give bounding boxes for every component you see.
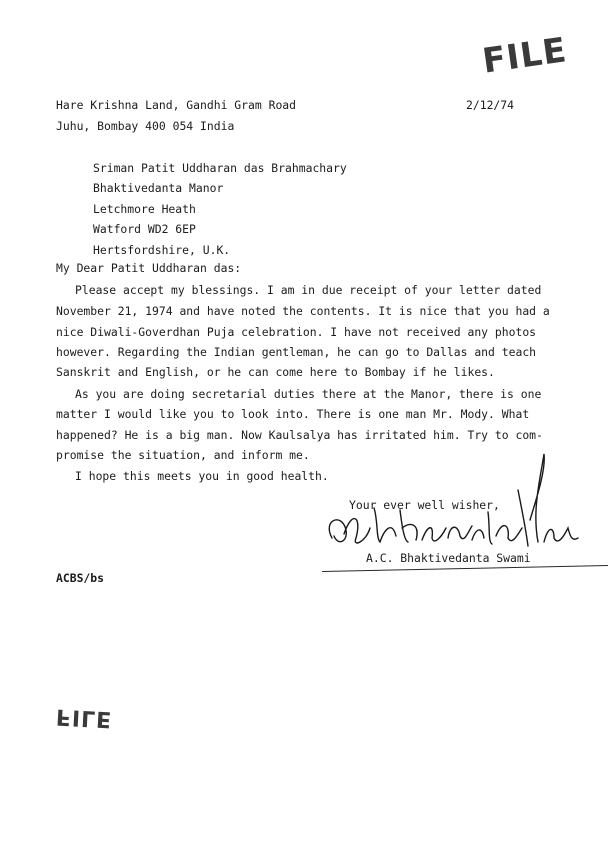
- body-line-9: promise the situation, and inform me.: [56, 448, 310, 462]
- reference-initials: ACBS/bs: [56, 571, 105, 585]
- body-line-7: matter I would like you to look into. There is one man Mr. Mody. What: [56, 407, 530, 421]
- body-line-10: I hope this meets you in good health.: [75, 469, 329, 483]
- salutation: My Dear Patit Uddharan das:: [56, 261, 242, 275]
- recipient-line-2: Bhaktivedanta Manor: [93, 181, 224, 195]
- body-line-4: however. Regarding the Indian gentleman, he can go to Dallas and teach: [56, 345, 537, 359]
- body-line-3: nice Diwali-Goverdhan Puja celebration. I have not received any photos: [56, 325, 537, 339]
- signature-divider: [322, 565, 608, 572]
- body-line-1: Please accept my blessings. I am in due receipt of your letter dated: [75, 283, 542, 297]
- signature-name: A.C. Bhaktivedanta Swami: [366, 551, 531, 565]
- closing: Your ever well wisher,: [349, 498, 500, 512]
- file-stamp-bottom: FILE: [55, 703, 113, 732]
- sender-address-line-1: Hare Krishna Land, Gandhi Gram Road: [56, 98, 297, 112]
- body-line-8: happened? He is a big man. Now Kaulsalya has irritated him. Try to com-: [56, 428, 543, 442]
- recipient-line-4: Watford WD2 6EP: [93, 222, 196, 236]
- sender-address-line-2: Juhu, Bombay 400 054 India: [56, 119, 235, 133]
- file-stamp-top: FILE: [480, 30, 570, 82]
- body-line-6: As you are doing secretarial duties there at the Manor, there is one: [75, 387, 542, 401]
- recipient-line-5: Hertsfordshire, U.K.: [93, 243, 231, 257]
- letter-date: 2/12/74: [466, 98, 515, 112]
- handwritten-signature: [322, 450, 582, 560]
- body-line-5: Sanskrit and English, or he can come here to Bombay if he likes.: [56, 365, 495, 379]
- body-line-2: November 21, 1974 and have noted the contents. It is nice that you had a: [56, 304, 550, 318]
- recipient-line-3: Letchmore Heath: [93, 202, 196, 216]
- recipient-line-1: Sriman Patit Uddharan das Brahmachary: [93, 161, 347, 175]
